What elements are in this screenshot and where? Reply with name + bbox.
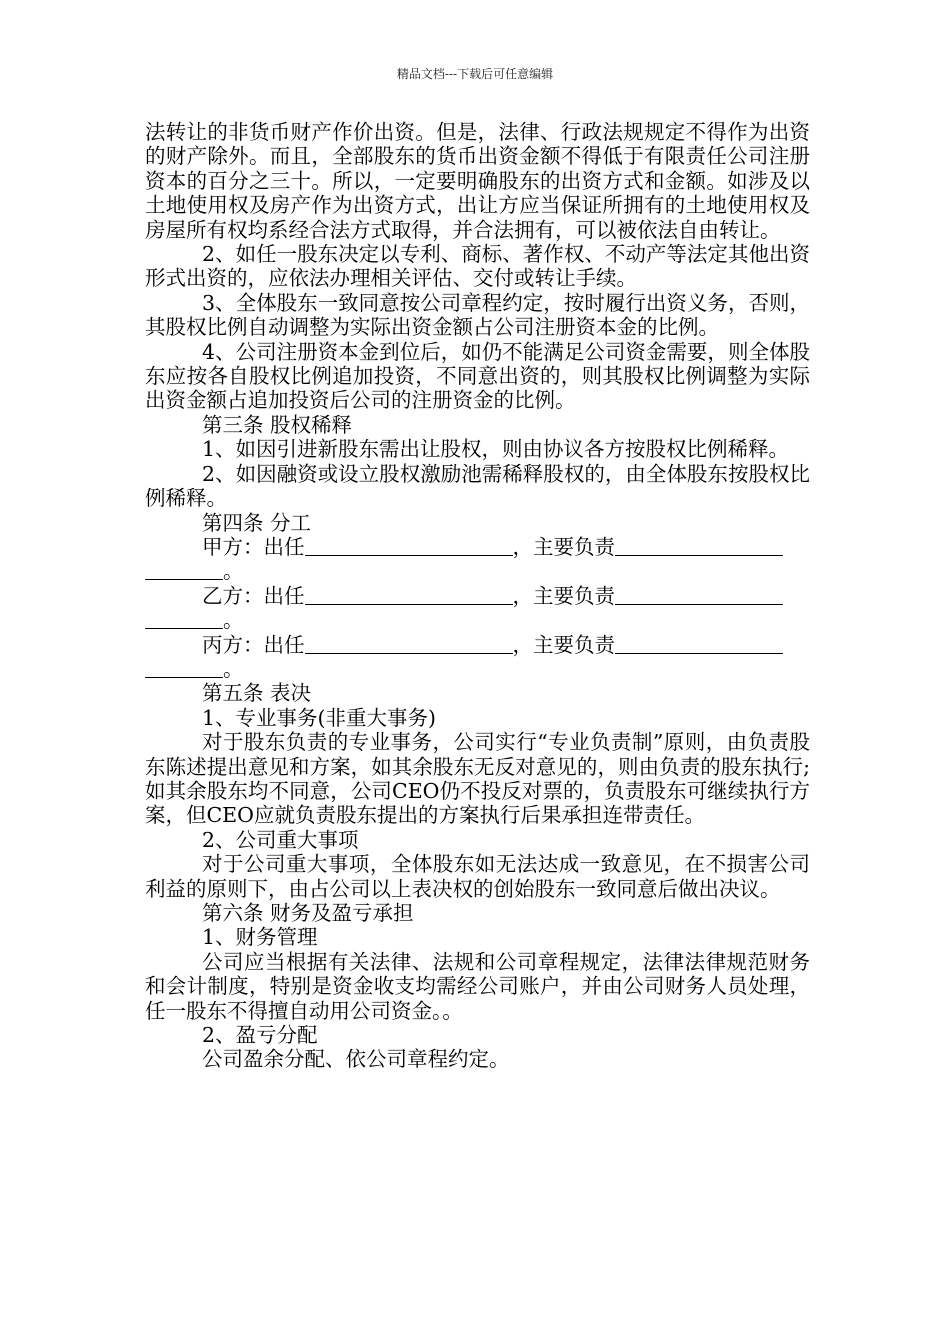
article-3-title: 第三条 股权稀释 <box>202 412 353 437</box>
article-6-title: 第六条 财务及盈亏承担 <box>202 901 414 925</box>
party-a-end: 。 <box>223 559 244 584</box>
party-b-duty-blank <box>615 584 783 605</box>
party-b-position-blank <box>305 584 513 605</box>
article-6-section-2-title: 2、盈亏分配 <box>202 1023 318 1048</box>
article-6-section-1-title: 1、财务管理 <box>202 925 318 950</box>
division-party-b-cont <box>145 608 810 632</box>
article-5-section-2-text: 对于公司重大事项，全体股东如无法达成一致意见，在不损害公司利益的原则下，由占公司以上表决权的创始股东一致同意后做出决议。 <box>145 852 810 901</box>
party-b-label: 乙方：出任 <box>202 583 305 608</box>
article-6-section-1-text: 公司应当根据有关法律、法规和公司章程规定，法律法律规范财务和会计制度，特别是资金收支均需经公司账户，并由公司财务人员处理，任一股东不得擅自动用公司资金。。 <box>145 949 810 1023</box>
article-4-title: 第四条 分工 <box>202 510 312 535</box>
paragraph-clause-4: 4、公司注册资本金到位后，如仍不能满足公司资金需要，则全体股东应按各自股权比例追加投资，不同意出资的，则其股权比例调整为实际出资金额占追加投资后公司的注册资金的比例。 <box>145 339 810 413</box>
page-header: 精品文档---下载后可任意编辑 <box>396 67 554 81</box>
paragraph-clause-2: 2、如任一股东决定以专利、商标、著作权、不动产等法定其他出资形式出资的，应依法办理相关评估、交付或转让手续。 <box>145 242 810 291</box>
party-c-position-blank <box>305 633 513 654</box>
document-body <box>145 120 810 1072</box>
division-party-c <box>145 633 810 657</box>
party-b-duty-blank-cont <box>145 608 223 629</box>
article-5-section-1-title: 1、专业事务(非重大事务) <box>202 705 437 730</box>
party-c-duty-blank-cont <box>145 657 223 678</box>
party-b-responsible-label: ，主要负责 <box>512 583 615 608</box>
party-c-label: 丙方：出任 <box>202 632 305 657</box>
division-party-c-cont <box>145 657 810 681</box>
paragraph-capital-contribution: 法转让的非货币财产作价出资。但是，法律、行政法规规定不得作为出资的财产除外。而且，全部股东的货币出资金额不得低于有限责任公司注册资本的百分之三十。所以，一定要明确股东的出资方式和金额。如涉及以土地使用权及房产作为出资方式，出让方应当保证所拥有的土地使用权及房屋所有权均系经合法方式取得，并合法拥有，可以被依法自由转让。 <box>145 120 810 242</box>
party-a-responsible-label: ，主要负责 <box>512 534 615 559</box>
party-a-label: 甲方：出任 <box>202 534 305 559</box>
party-b-end: 。 <box>223 608 244 633</box>
article-5-section-2-title: 2、公司重大事项 <box>202 827 359 852</box>
division-party-a-cont <box>145 559 810 583</box>
article-3-item-2: 2、如因融资或设立股权激励池需稀释股权的，由全体股东按股权比例稀释。 <box>145 461 810 511</box>
party-a-duty-blank <box>615 535 783 556</box>
party-c-duty-blank <box>615 633 783 654</box>
party-a-position-blank <box>305 535 513 556</box>
division-party-b <box>145 584 810 608</box>
division-party-a <box>145 535 810 559</box>
article-3-item-1: 1、如因引进新股东需出让股权，则由协议各方按股权比例稀释。 <box>202 437 790 462</box>
party-a-duty-blank-cont <box>145 559 223 580</box>
article-5-title: 第五条 表决 <box>202 681 312 706</box>
paragraph-clause-3: 3、全体股东一致同意按公司章程约定，按时履行出资义务，否则，其股权比例自动调整为实际出资金额占公司注册资本金的比例。 <box>145 290 810 340</box>
article-6-section-2-text: 公司盈余分配、依公司章程约定。 <box>202 1047 510 1072</box>
party-c-responsible-label: ，主要负责 <box>512 632 615 657</box>
article-5-section-1-text: 对于股东负责的专业事务，公司实行“专业负责制”原则，由负责股东陈述提出意见和方案，如其余股东无反对意见的，则由负责的股东执行;如其余股东均不同意，公司CEO仍不投反对票的，负责股东可继续执行方案，但CEO应就负责股东提出的方案执行后果承担连带责任。 <box>145 730 810 828</box>
party-c-end: 。 <box>223 656 244 681</box>
